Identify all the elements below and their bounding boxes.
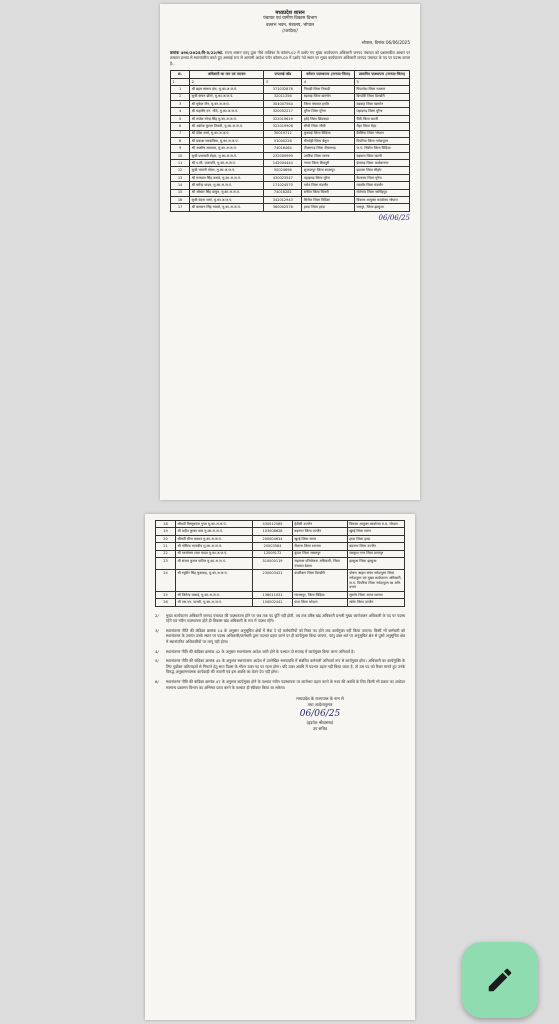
table-row <box>171 197 410 204</box>
instructions <box>155 613 405 691</box>
table-cell: विकास आयुक्त कार्यालय भोपाल <box>355 197 410 204</box>
table-cell: 23 <box>156 557 176 569</box>
table-cell: 20 <box>156 535 176 542</box>
table-cell: भैंसदेही जिला बैतूल <box>302 137 355 144</box>
table-cell: इछावर जिला सीहोर <box>355 167 410 174</box>
table-cell: रामपुर, जिला झाबुआ <box>355 204 410 211</box>
table-cell: 430023547 <box>264 174 302 181</box>
table-cell: कालीबाग जिला डिण्डौरी <box>292 570 347 592</box>
table-cell: हर्रई जिला छिंदवाड़ा <box>302 115 355 122</box>
edit-button[interactable] <box>462 942 538 1018</box>
table-cell: सुश्री भवानी पोरस, मु.का.अ.ज.पं. <box>190 167 264 174</box>
document-page-1 <box>160 4 420 500</box>
table-cell: श्री बलवान सिंह मवासे, मु.का.अ.ज.पं. <box>190 204 264 211</box>
column-number: 5 <box>355 78 410 85</box>
date-line: भोपाल, दिनांक 06/06/2025 <box>361 39 410 45</box>
paragraph-text: स्थानांतरण नीति की कंडिका क्रमांक 47 के अनुसार कार्यमुक्त होने के पश्चात नवीन पदस्थापना पर कार्यभार ग्रहण करने के मध्य की अवधि के लिए किसी भी प्रकार का आवेदन सामान्य प्रशासन विभाग का अभिमत प्राप्त करने के पश्चात ही स्वीकार किया जा सकेगा। <box>166 679 405 690</box>
table-cell: सुश्री कंचन डोंगरे, मु.का.अ.ज.पं. <box>190 93 264 100</box>
signatory-name: (हृदयेश श्रीवास्तव) <box>306 720 334 726</box>
table-cell: श्री अशोक कुमार तिवारी, मु.का.अ.ज.पं. <box>190 123 264 130</box>
table-cell: 17 <box>171 204 190 211</box>
table-row <box>156 543 405 550</box>
paragraph-number: 5/ <box>155 658 159 664</box>
table-cell: 430012585 <box>253 521 293 528</box>
table-row <box>156 591 405 598</box>
table-cell: ज.पं. सिरोंज जिला विदिशा <box>355 145 410 152</box>
table-cell: सांवेर जिला उज्जैन <box>347 599 404 606</box>
table-cell: श्री ब्रहम स्वरूप हंस, मु.का.अ.ज.पं. <box>190 86 264 93</box>
table-cell: झाबुआ जिला झाबुआ <box>347 557 404 569</box>
paragraph-number: 4/ <box>155 648 159 654</box>
table-row <box>171 100 410 107</box>
table-cell: 3 <box>171 100 190 107</box>
signatory-designation: उप सचिव <box>312 726 328 732</box>
table-cell: बड़वारा जिला कटनी <box>355 152 410 159</box>
table-cell: 8 <box>171 137 190 144</box>
table-cell: 371032876 <box>264 86 302 93</box>
table-cell: बनीता जिला सिवनी <box>302 189 355 196</box>
table-cell: 510000119 <box>253 557 293 569</box>
table-cell: 200004614 <box>253 535 293 542</box>
table-cell: श्री देवेश शर्मा, मु.का.अ.ज.पं. <box>190 130 264 137</box>
instruction-paragraph <box>155 658 405 675</box>
table-cell: नगवा जिला शिवपुरी <box>302 160 355 167</box>
table-cell: 30019712 <box>264 130 302 137</box>
table-cell: 2 <box>171 93 190 100</box>
table-cell: श्री रामपाल सिंह कराडे, मु.का.अ.ज.पं. <box>190 174 264 181</box>
table-cell: 322019619 <box>264 115 302 122</box>
table-cell: सैलाना जिला रतलाम <box>292 543 347 550</box>
instruction-paragraph <box>155 628 405 645</box>
table-row <box>171 204 410 211</box>
table-row <box>156 535 405 542</box>
paragraph-text: स्थानांतरण नीति की कंडिका क्रमांक 42 के अनुसार स्थानांतरण आदेश जारी होने के पश्चात दो सप्ताह में कार्यमुक्त किया जाना अनिवार्य है। <box>166 648 355 654</box>
table-cell: मंदसौर जिला मंदसौर <box>355 182 410 189</box>
column-header: क्र. <box>171 71 190 78</box>
paragraph-number: 3/ <box>155 627 159 633</box>
table-cell: 51000226 <box>264 137 302 144</box>
table-cell: सहायक परियोजना अधिकारी, जिला पंचायत देवास <box>292 557 347 569</box>
table-row <box>156 521 405 528</box>
table-cell: 103008628 <box>253 528 293 535</box>
table-cell: ईसागढ़ जिला अशोकनगर <box>355 160 410 167</box>
table-cell: 304007564 <box>264 100 302 107</box>
table-cell: 13 <box>171 174 190 181</box>
table-cell: 25 <box>156 591 176 598</box>
table-cell: श्री मुकेश जैन, मु.का.अ.ज.पं. <box>190 100 264 107</box>
signature: 06/06/25 <box>299 709 341 720</box>
table-row <box>171 189 410 196</box>
table-row <box>156 550 405 557</box>
table-cell: मैहर जिला मैहर <box>355 123 410 130</box>
closing-line-1: मध्यप्रदेश के राज्यपाल के नाम से <box>296 696 344 702</box>
table-cell: 20003584 <box>253 543 293 550</box>
table-row <box>171 93 410 100</box>
table-cell: फंदा जिला भोपाल <box>292 599 347 606</box>
table-cell: 26 <box>156 599 176 606</box>
table-cell: ग्यारसपुर, जिला विदिशा <box>292 591 347 598</box>
table-cell: कैलारस जिला मुरैना <box>355 174 410 181</box>
page1-signature: 06/06/25 <box>378 213 410 222</box>
paragraph-number: 6/ <box>155 679 159 685</box>
table-row <box>156 557 405 569</box>
table-cell: श्री संजय कुमार पाटिल मु.का.अ.ज.पं. <box>175 557 252 569</box>
document-page-2 <box>145 514 415 1020</box>
table-cell: पिपरिया जिला नर्मदापुरम <box>355 137 410 144</box>
paragraph-number: 2/ <box>155 612 159 618</box>
table-cell: बड़वाह जिला खरगोन <box>302 93 355 100</box>
table-cell: 50024896 <box>264 167 302 174</box>
instruction-paragraph <box>155 679 405 690</box>
intro-paragraph: राज्य शासन एतद् द्वारा नीचे तालिका के कॉलम-02 में दर्शाए गए मुख्य कार्यपालन अधिकारी जनपद पंचायत को प्रशासकीय आधार पर तत्काल प्रभाव से स्थानांतरित करते हुए अस्थाई रूप से आगामी आदेश पर्यंत कॉलम-05 में दर्शाए गये स्थान पर मुख्य कार्यपालन अधिकारी जनपद पंचायत के पद पर पदस्थ करता है:- <box>170 49 410 66</box>
instruction-paragraph <box>155 613 405 624</box>
table-cell: 342012943 <box>264 197 302 204</box>
column-number: 1 <box>171 78 190 85</box>
table-cell: 15 <box>171 189 190 196</box>
table-cell: श्री गोविन्द भलावीय मु.का.अ.ज.पं. <box>175 543 252 550</box>
paragraph-text: मुख्य कार्यपालन अधिकारी जनपद पंचायत की पदस्थापना होने पर जब तक पद पूर्ति नहीं होती, तब तक वरिष्ठ खंड अधिकारी प्रभारी मुख्य कार्यपालन अधिकारी के पद पर पदस्थ रहेंगे एवं नवीन पदस्थापना होते ही विकास खंड अधिकारी के रूप में पदस्थ रहेंगे। <box>166 612 405 624</box>
table-cell: 322019906 <box>264 123 302 130</box>
header-line-2: पंचायत एवं ग्रामीण विकास विभाग <box>263 16 317 22</box>
table-cell: उमरिया जिला सतना <box>302 152 355 159</box>
table-cell: श्रीमती विष्णुकांता गुप्ता मु.का.अ.ज.पं. <box>175 521 252 528</box>
table-cell: बैरसिया जिला भोपाल <box>355 130 410 137</box>
table-cell: 74016281 <box>264 189 302 196</box>
table-cell: कुरवाई जिला विदिशा <box>302 130 355 137</box>
table-cell: 74016464 <box>264 145 302 152</box>
table-cell: हैदीसी उज्जैन <box>292 521 347 528</box>
letterhead <box>170 10 410 36</box>
table-row <box>171 145 410 152</box>
column-number: 3 <box>264 78 302 85</box>
table-cell: 230003421 <box>253 570 293 592</box>
table-row <box>156 570 405 592</box>
table-row <box>171 152 410 159</box>
closing-line-2: तथा आदेशानुसार <box>307 702 333 708</box>
table-cell: 32011356 <box>264 93 302 100</box>
table-cell: 10 <box>171 152 190 159</box>
table-cell: सुश्री वंदना शर्मा, मु.का.अ.ज.पं. <box>190 197 264 204</box>
table-cell: बड़नगर जिला उज्जैन <box>292 528 347 535</box>
table-cell: 5 <box>171 115 190 122</box>
table-cell: सुसनेर जिला आगर मालवा <box>347 591 404 598</box>
column-header: वर्तमान पदस्थापना (जनपद-जिला) <box>302 71 355 78</box>
instruction-paragraph <box>155 649 405 655</box>
table-cell: 136011931 <box>253 591 293 598</box>
transfer-table-1 <box>170 70 410 211</box>
header-line-3: वल्लभ भवन, मंत्रालय, भोपाल <box>266 22 314 28</box>
table-cell: श्री ए.सी. प्रजापति, मु.का.अ.ज.पं. <box>190 160 264 167</box>
table-cell: श्री परसोत्तम लाल यादव मु.का.अ.ज.पं. <box>175 550 252 557</box>
pencil-icon <box>485 965 515 995</box>
table-cell: बड़नगर जिला उज्जैन <box>347 543 404 550</box>
table-cell: 9 <box>171 145 190 152</box>
table-row <box>171 160 410 167</box>
paragraph-text: स्थानांतरण नीति की कंडिका क्रमांक 45 के अनुसार स्थानांतरण आदेश में उल्लेखित समयावधि में संबंधित कर्मचारी अनिवार्य रूप से कार्यमुक्त होगा। अधिकारी का कार्यमुक्ति के लिए पूर्वोक्त कठिनाइयों से निपटने हेतु सात दिवस के भीतर उक्त पद पर रहना होगा। यदि उक्त अवधि में पदभार ग्रहण नहीं किया जाता है, तो उस पद को रिक्त मानते हुए उनके विरुद्ध अनुशासनात्मक कार्यवाही की जाएगी एवं इस अवधि का वेतन देय नहीं होगा। <box>166 658 405 675</box>
table-cell: हरदा जिला हरदा <box>347 535 404 542</box>
table-cell: खुरई जिला सागर <box>347 528 404 535</box>
table-cell: कुंडम जिला जबलपुर <box>292 550 347 557</box>
table-cell: श्रीमती मीना कश्यप मु.का.अ.ज.पं. <box>175 535 252 542</box>
header-line-4: //आदेश// <box>282 29 298 35</box>
table-cell: श्री धर्मेन्द्र यादव, मु.का.अ.ज.पं. <box>190 182 264 189</box>
table-cell: 171024570 <box>264 182 302 189</box>
transfer-table-2 <box>155 520 405 607</box>
table-cell: सिरोंज जिला विदिशा <box>302 197 355 204</box>
table-cell: 1 <box>171 86 190 93</box>
table-row <box>171 137 410 144</box>
table-cell: गोटेगांव जिला नरसिंहपुर <box>355 189 410 196</box>
column-number: 4 <box>302 78 355 85</box>
column-number: 2 <box>190 78 264 85</box>
table-cell: 320052217 <box>264 108 302 115</box>
table-cell: सीधी जिला सीधी <box>302 123 355 130</box>
table-cell: निवाड़ी जिला निवाड़ी <box>302 86 355 93</box>
order-number: क्रमांक 490/2025/वि-5/22/स्था. <box>170 49 224 55</box>
table-cell: 24 <box>156 570 176 592</box>
table-cell: श्री ओंकार सिंह ठाकुर, मु.का.अ.ज.पं. <box>190 189 264 196</box>
table-row <box>171 115 410 122</box>
closing-block <box>235 696 405 732</box>
table-cell: 12 <box>171 167 190 174</box>
table-cell: टीकमगढ़ जिला टीकमगढ़ <box>302 145 355 152</box>
table-cell: पहाड़गढ़ जिला मुरैना <box>355 108 410 115</box>
table-cell: 18 <box>156 521 176 528</box>
table-row <box>171 130 410 137</box>
table-cell: 4 <box>171 108 190 115</box>
table-cell: रीठी जिला कटनी <box>355 115 410 122</box>
table-cell: शुजालपुर जिला शाजापुर <box>302 167 355 174</box>
table-cell: पिपलोदा जिला रतलाम <box>355 86 410 93</box>
table-cell: पहाड़गढ़ जिला मुरैना <box>302 174 355 181</box>
table-row <box>171 123 410 130</box>
table-cell: 14 <box>171 182 190 189</box>
table-row <box>171 174 410 181</box>
table-cell: 6 <box>171 123 190 130</box>
table-cell: 19 <box>156 528 176 535</box>
table-cell: खुरई जिला सागर <box>292 535 347 542</box>
table-row <box>171 86 410 93</box>
table-cell: 12009172 <box>253 550 293 557</box>
table-cell: गरोठ जिला मंदसौर <box>302 182 355 189</box>
table-row <box>171 182 410 189</box>
table-cell: डिण्डौरी जिला डिण्डौरी <box>355 93 410 100</box>
table-cell: श्री आशीष अग्रवाल, मु.का.अ.ज.पं. <box>190 145 264 152</box>
table-cell: 22 <box>156 550 176 557</box>
column-header: प्रस्तावित पदस्थापना (जनपद-जिला) <box>355 71 410 78</box>
column-header: अधिकारी का नाम एवं पदनाम <box>190 71 264 78</box>
header-line-1: मध्यप्रदेश शासन <box>275 10 305 16</box>
table-cell: श्री रघुवीर सिंह कुशवाह, मु.का.अ.ज.पं. <box>175 570 252 592</box>
table-cell: श्री प्रकाश जरवाविया, मु.का.अ.ज.पं. <box>190 137 264 144</box>
table-row <box>171 108 410 115</box>
table-cell: 100002441 <box>253 599 293 606</box>
table-cell: लवकुश नगर जिला छतरपुर <box>347 550 404 557</box>
table-cell: 7 <box>171 130 190 137</box>
table-cell: श्री जितेन्द्र धाकड़े, मु.का.अ.ज.पं. <box>175 591 252 598</box>
paragraph-text: स्थानांतरण नीति की कंडिका क्रमांक 14 के अनुसार अनुसूचित क्षेत्रों में सेवा दे रहे कर्मचारियों को रिक्त पद होने तक कार्यमुक्त नहीं किया जाएगा। किसी भी कर्मचारी को स्थानांतरण के उपरांत उनके स्थान पर पदस्थ अधिकारी/कर्मचारी द्वारा पदभार ग्रहण करने पर ही कार्यमुक्त किया जाएगा, परंतु उक्त शर्त पर अनुसूचित क्षेत्र से दूसरे अनुसूचित क्षेत्र में स्थानांतरित अधिकारियों पर लागू नहीं होगा। <box>166 627 405 645</box>
table-row <box>171 167 410 174</box>
table-cell: 16 <box>171 197 190 204</box>
table-cell: पोषण आहार संयंत्र नर्मदापुरम जिला नर्मदापुरम एवं मुख्य कार्यपालन अधिकारी, ज.पं. पिपरिया जिला नर्मदापुरम का अति. प्रभार <box>347 570 404 592</box>
column-header: एम्पलाई कोड <box>264 71 302 78</box>
table-cell: 11 <box>171 160 190 167</box>
table-cell: श्री प्रदीप कुमार पाल मु.का.अ.ज.पं. <box>175 528 252 535</box>
table-cell: श्री राजेश नरेन्द्र सिंह मु.का.अ.ज.पं. <box>190 115 264 122</box>
table-cell: मुरैना जिला मुरैना <box>302 108 355 115</box>
table-cell: 21 <box>156 543 176 550</box>
table-cell: श्री महावीर एन. मौर्य, मु.का.अ.ज.पं. <box>190 108 264 115</box>
table-cell: 232009999 <box>264 152 302 159</box>
table-cell: विकास आयुक्त कार्यालय म.प्र. भोपाल <box>347 521 404 528</box>
table-cell: 360002576 <box>264 204 302 211</box>
table-row <box>156 599 405 606</box>
table-cell: बड़वाह जिला खरगोन <box>355 100 410 107</box>
table-row <box>156 528 405 535</box>
table-cell: सुश्री प्रभावती रोहरा, मु.का.अ.ज.पं. <box>190 152 264 159</box>
table-cell: श्री एस.एन. पारसी, मु.का.अ.ज.पं. <box>175 599 252 606</box>
table-cell: हरदा जिला हरदा <box>302 204 355 211</box>
table-cell: जिला पंचायत इन्दौर <box>302 100 355 107</box>
table-cell: 142004444 <box>264 160 302 167</box>
